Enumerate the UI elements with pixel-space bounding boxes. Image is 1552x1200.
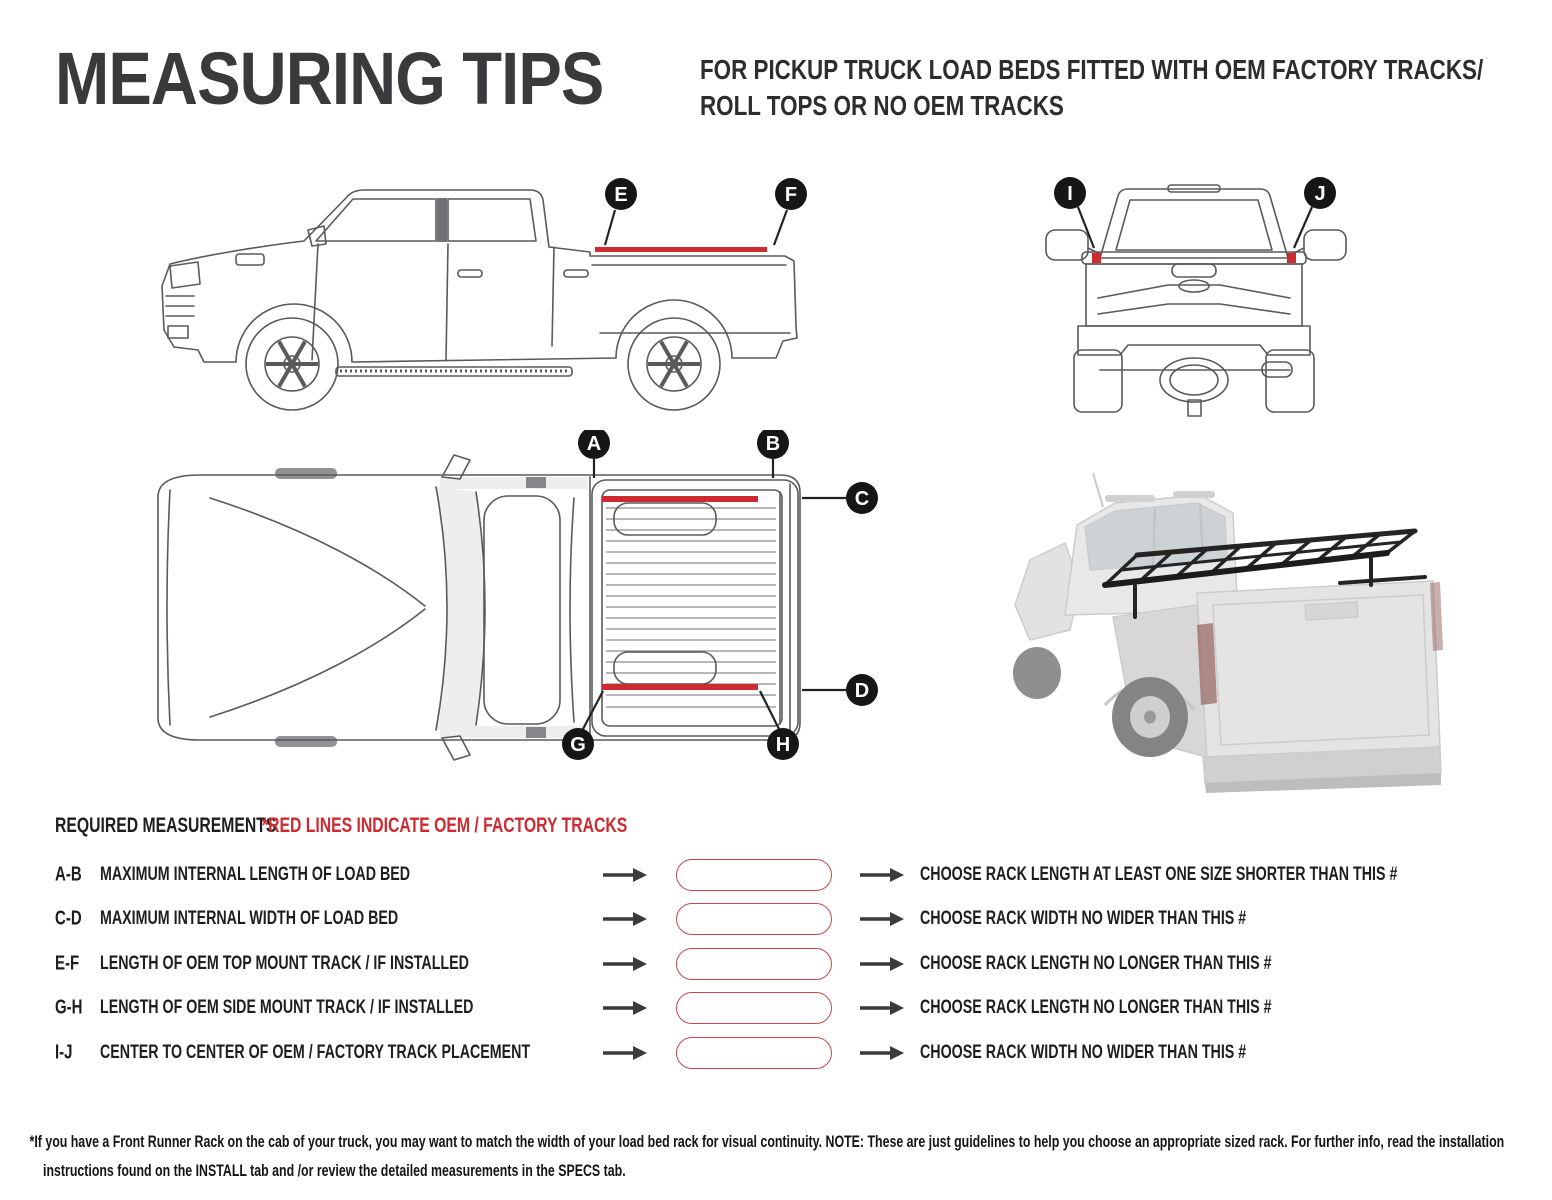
measurement-description: MAXIMUM INTERNAL WIDTH OF LOAD BED xyxy=(100,908,399,929)
measurement-guidance: CHOOSE RACK LENGTH NO LONGER THAN THIS # xyxy=(920,953,1272,974)
measurement-key: G-H xyxy=(55,996,83,1019)
oem-track-mark-i xyxy=(1092,253,1101,263)
measurement-key: C-D xyxy=(55,907,82,930)
measurement-description: MAXIMUM INTERNAL LENGTH OF LOAD BED xyxy=(100,864,411,885)
truck-rear-view-diagram xyxy=(1040,168,1375,430)
bed-ribs xyxy=(606,508,776,707)
svg-text:H: H xyxy=(775,734,791,756)
footnote-text: *If you have a Front Runner Rack on the cab of your truck, you may want to match the width of your load bed rack for visual continuity. NOTE: These are just guidelines to help you choose an appropriate sized rack. For further info, read the installation instructions found on the INSTALL tab and /or review the detailed measurements in the SPECS tab. xyxy=(29,1133,1505,1180)
measurement-input-ef[interactable] xyxy=(676,948,832,980)
oem-track-mark-j xyxy=(1287,253,1296,263)
measurement-input-cd[interactable] xyxy=(676,903,832,935)
measurement-description: LENGTH OF OEM TOP MOUNT TRACK / IF INSTALLED xyxy=(100,953,469,974)
measurement-description: LENGTH OF OEM SIDE MOUNT TRACK / IF INSTALLED xyxy=(100,997,474,1018)
oem-track-line-gh-bottom xyxy=(602,684,758,690)
label-badge-e xyxy=(605,178,637,210)
measurement-key: A-B xyxy=(55,863,82,886)
arrow-right-icon xyxy=(603,868,647,882)
measurement-key: I-J xyxy=(55,1041,73,1064)
label-badge-h xyxy=(767,728,799,760)
measurement-guidance: CHOOSE RACK WIDTH NO WIDER THAN THIS # xyxy=(920,1042,1247,1063)
arrow-right-icon xyxy=(860,868,904,882)
measurement-row-ef xyxy=(0,942,1552,986)
wheel-well-bottom xyxy=(614,652,716,684)
truck-top-view-diagram xyxy=(140,430,910,775)
label-badge-d xyxy=(846,674,878,706)
arrow-right-icon xyxy=(603,957,647,971)
tailgate-handle xyxy=(1172,264,1216,277)
svg-text:F: F xyxy=(784,184,798,206)
oem-track-line-ab-top xyxy=(602,496,758,502)
measurement-guidance: CHOOSE RACK WIDTH NO WIDER THAN THIS # xyxy=(920,908,1247,929)
measurement-row-ij xyxy=(0,1031,1552,1075)
headlight xyxy=(170,262,200,288)
svg-text:C: C xyxy=(854,488,870,510)
truck-side-view-diagram xyxy=(140,168,820,430)
svg-text:J: J xyxy=(1314,183,1326,205)
fender-badge xyxy=(236,254,264,265)
measurement-input-gh[interactable] xyxy=(676,992,832,1024)
arrow-right-icon xyxy=(603,1001,647,1015)
measurement-guidance: CHOOSE RACK LENGTH NO LONGER THAN THIS # xyxy=(920,997,1272,1018)
cab-roof xyxy=(484,496,560,724)
b-pillar xyxy=(437,198,447,242)
measurement-description: CENTER TO CENTER OF OEM / FACTORY TRACK PLACEMENT xyxy=(100,1042,531,1063)
oem-track-line-ef xyxy=(595,247,767,252)
rear-window xyxy=(1116,200,1272,250)
rear-wheel xyxy=(628,318,720,410)
measurement-row-cd xyxy=(0,897,1552,941)
front-wheel xyxy=(246,318,338,410)
required-measurements-heading: REQUIRED MEASUREMENTS xyxy=(55,814,277,837)
page-subtitle xyxy=(700,52,1552,124)
label-badge-g xyxy=(562,728,594,760)
measurement-row-ab xyxy=(0,853,1552,897)
svg-text:I: I xyxy=(1067,183,1073,205)
label-badge-i xyxy=(1054,177,1086,209)
measurement-input-ij[interactable] xyxy=(676,1037,832,1069)
red-lines-note: *RED LINES INDICATE OEM / FACTORY TRACKS xyxy=(262,814,628,837)
tailgate-handle xyxy=(1305,602,1358,620)
footnote xyxy=(13,1128,1543,1186)
subtitle-line-1: FOR PICKUP TRUCK LOAD BEDS FITTED WITH OEM FACTORY TRACKS/ xyxy=(700,54,1484,85)
label-badge-b xyxy=(757,430,789,459)
side-mirror xyxy=(308,226,326,246)
page-title: MEASURING TIPS xyxy=(55,37,604,120)
svg-text:A: A xyxy=(586,433,602,455)
right-mirror xyxy=(1304,230,1346,260)
required-measurements-header xyxy=(0,812,1552,840)
label-badge-f xyxy=(775,178,807,210)
svg-text:D: D xyxy=(854,680,870,702)
truck-with-rack-render xyxy=(985,455,1465,795)
measurement-guidance: CHOOSE RACK LENGTH AT LEAST ONE SIZE SHORTER THAN THIS # xyxy=(920,864,1398,885)
arrow-right-icon xyxy=(603,912,647,926)
svg-text:E: E xyxy=(614,184,628,206)
arrow-right-icon xyxy=(860,1046,904,1060)
measurement-row-gh xyxy=(0,986,1552,1030)
measurement-input-ab[interactable] xyxy=(676,859,832,891)
arrow-right-icon xyxy=(603,1046,647,1060)
subtitle-line-2: ROLL TOPS OR NO OEM TRACKS xyxy=(700,90,1064,121)
measurement-key: E-F xyxy=(55,952,80,975)
label-badge-j xyxy=(1304,177,1336,209)
label-badge-a xyxy=(578,430,610,459)
svg-text:G: G xyxy=(570,734,586,756)
svg-text:B: B xyxy=(765,433,781,455)
arrow-right-icon xyxy=(860,957,904,971)
arrow-right-icon xyxy=(860,912,904,926)
label-badge-c xyxy=(846,482,878,514)
arrow-right-icon xyxy=(860,1001,904,1015)
